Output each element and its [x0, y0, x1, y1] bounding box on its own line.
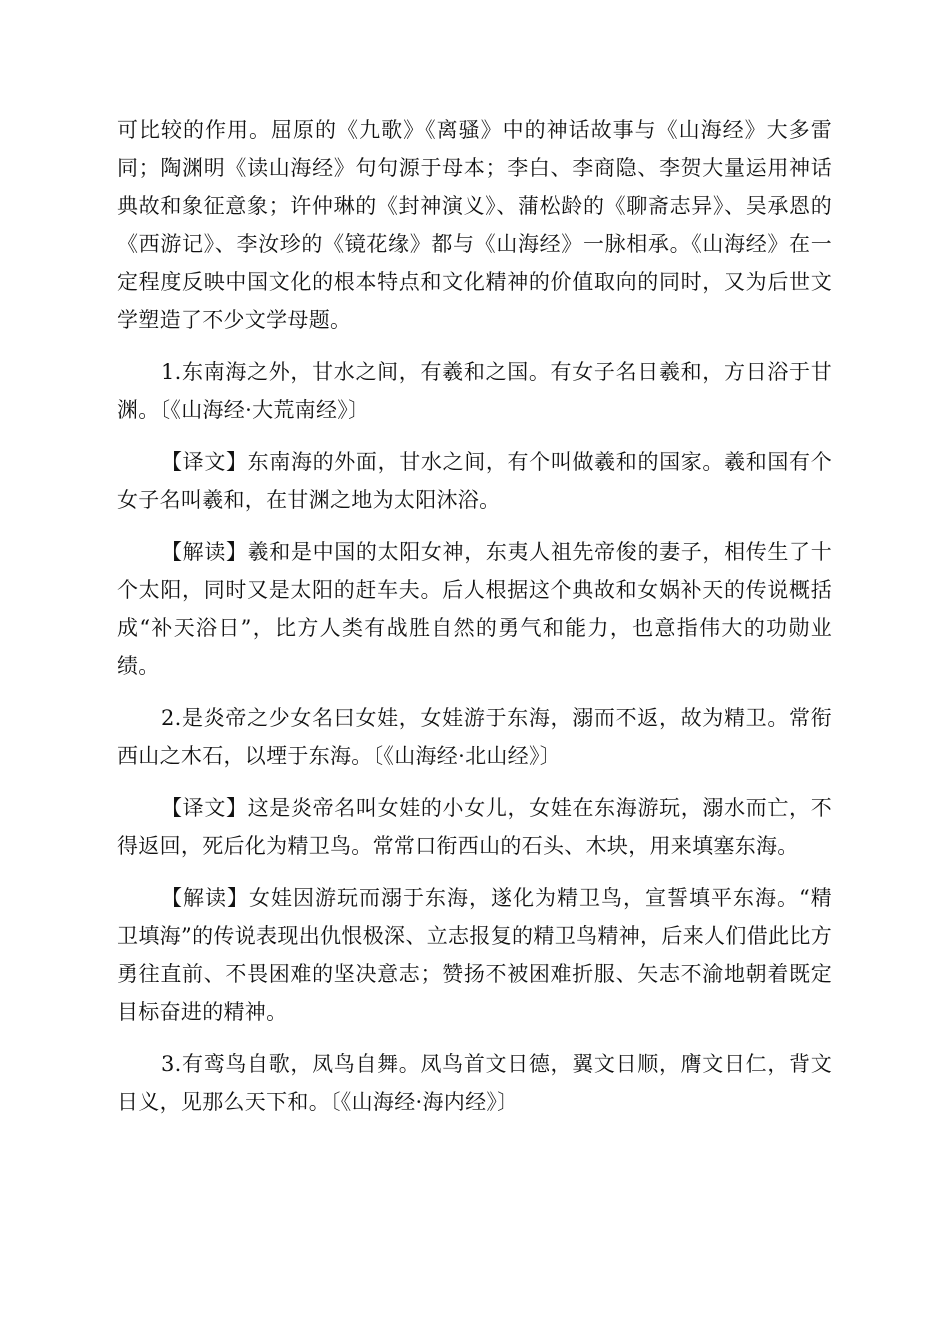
- item-1-translation-paragraph: 【译文】东南海的外面，甘水之间，有个叫做羲和的国家。羲和国有个女子名叫羲和，在甘渊之地为太阳沐浴。: [117, 450, 832, 512]
- item-1-interpretation-paragraph: 【解读】羲和是中国的太阳女神，东夷人祖先帝俊的妻子，相传生了十个太阳，同时又是太阳的赶车夫。后人根据这个典故和女娲补天的传说概括成“补天浴日”，比方人类有战胜自然的勇气和能力，也意指伟大的功勋业绩。: [117, 540, 832, 678]
- item-2-paragraph: 2.是炎帝之少女名曰女娃，女娃游于东海，溺而不返，故为精卫。常衔西山之木石，以堙于东海。〔《山海经·北山经》〕: [117, 706, 832, 768]
- item-2-interpretation-paragraph: 【解读】女娃因游玩而溺于东海，遂化为精卫鸟，宣誓填平东海。“精卫填海”的传说表现出仇恨极深、立志报复的精卫鸟精神，后来人们借此比方勇往直前、不畏困难的坚决意志；赞扬不被困难折服、矢志不渝地朝着既定目标奋进的精神。: [117, 886, 832, 1024]
- item-2-translation-paragraph: 【译文】这是炎帝名叫女娃的小女儿，女娃在东海游玩，溺水而亡，不得返回，死后化为精卫鸟。常常口衔西山的石头、木块，用来填塞东海。: [117, 796, 832, 858]
- item-1-paragraph: 1.东南海之外，甘水之间，有羲和之国。有女子名日羲和，方日浴于甘渊。〔《山海经·大荒南经》〕: [117, 360, 832, 422]
- intro-paragraph: 可比较的作用。屈原的《九歌》《离骚》中的神话故事与《山海经》大多雷同；陶渊明《读山海经》句句源于母本；李白、李商隐、李贺大量运用神话典故和象征意象；许仲琳的《封神演义》、蒲松龄的《聊斋志异》、吴承恩的《西游记》、李汝珍的《镜花缘》都与《山海经》一脉相承。《山海经》在一定程度反映中国文化的根本特点和文化精神的价值取向的同时，又为后世文学塑造了不少文学母题。: [117, 118, 832, 332]
- item-3-paragraph: 3.有鸾鸟自歌，凤鸟自舞。凤鸟首文日德，翼文日顺，膺文日仁，背文日义，见那么天下和。〔《山海经·海内经》〕: [117, 1052, 832, 1114]
- document-page: [117, 111, 832, 1121]
